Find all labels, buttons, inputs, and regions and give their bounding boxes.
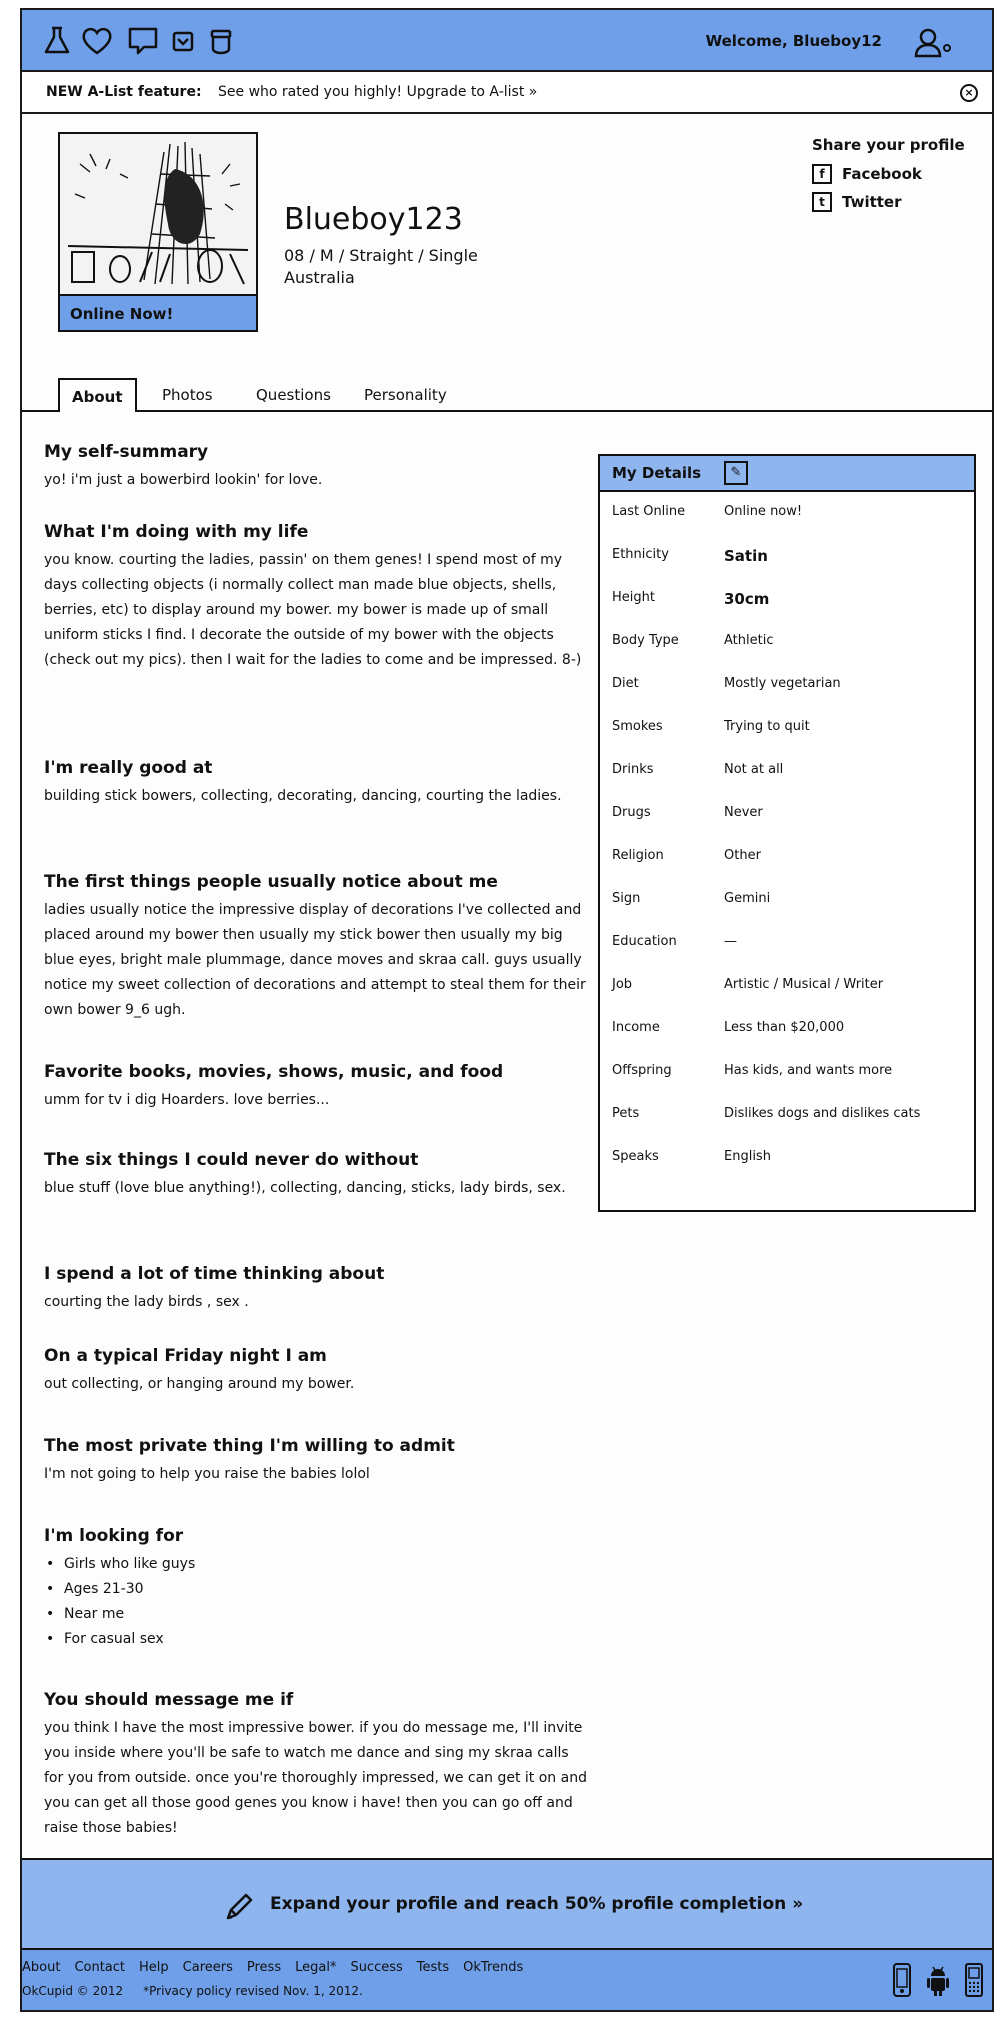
footer-link-careers[interactable]: Careers: [182, 1960, 233, 1975]
android-icon[interactable]: [926, 1962, 950, 1998]
my-details-panel: [598, 454, 976, 1212]
detail-value: Other: [724, 848, 761, 863]
essay-body: umm for tv i dig Hoarders. love berries...: [44, 1092, 330, 1108]
essay-title: My self-summary: [44, 442, 209, 462]
essay-thinking-about: [44, 1264, 589, 1315]
profile-username: Blueboy123: [284, 202, 463, 237]
essay-body: blue stuff (love blue anything!), collecting, dancing, sticks, lady birds, sex.: [44, 1180, 566, 1196]
profile-completion-link[interactable]: Expand your profile and reach 50% profile completion »: [270, 1894, 804, 1914]
detail-key: Height: [612, 590, 655, 605]
edit-pencil-icon[interactable]: ✎: [724, 461, 748, 485]
essay-title: You should message me if: [44, 1690, 294, 1710]
list-item: • For casual sex: [44, 1627, 589, 1652]
detail-key: Offspring: [612, 1063, 672, 1078]
twitter-label: Twitter: [842, 193, 902, 211]
detail-key: Income: [612, 1020, 660, 1035]
footer-link-success[interactable]: Success: [350, 1960, 403, 1975]
essay-title: The most private thing I'm willing to admit: [44, 1436, 455, 1456]
essay-six-things: [44, 1150, 589, 1201]
essay-title: The first things people usually notice about me: [44, 872, 498, 892]
footer-link-help[interactable]: Help: [139, 1960, 169, 1975]
detail-value: Dislikes dogs and dislikes cats: [724, 1106, 921, 1121]
footer-link-press[interactable]: Press: [246, 1960, 282, 1975]
top-nav-bar: [22, 10, 992, 72]
iphone-icon[interactable]: [890, 1962, 914, 1998]
detail-value: Trying to quit: [724, 719, 810, 734]
footer: [22, 1950, 992, 2010]
essay-doing-with-life: [44, 522, 589, 673]
detail-value: Mostly vegetarian: [724, 676, 841, 691]
detail-key: Religion: [612, 848, 664, 863]
share-title: Share your profile: [812, 136, 965, 154]
essay-title: I spend a lot of time thinking about: [44, 1264, 385, 1284]
privacy-notice[interactable]: *Privacy policy revised Nov. 1, 2012.: [143, 1984, 363, 1998]
detail-value: Athletic: [724, 633, 774, 648]
detail-key: Ethnicity: [612, 547, 669, 562]
essay-title: The six things I could never do without: [44, 1150, 419, 1170]
detail-key: Education: [612, 934, 677, 949]
profile-location: Australia: [284, 268, 355, 287]
detail-value: Gemini: [724, 891, 771, 906]
footer-link-oktrends[interactable]: OkTrends: [463, 1960, 524, 1975]
blackberry-icon[interactable]: [962, 1962, 986, 1998]
announcement-lead: NEW A-List feature:: [46, 84, 202, 100]
tab-about[interactable]: About: [58, 378, 137, 412]
stack-icon[interactable]: [204, 24, 238, 58]
inbox-icon[interactable]: [166, 24, 200, 58]
footer-link-tests[interactable]: Tests: [416, 1960, 450, 1975]
list-item: • Girls who like guys: [44, 1552, 589, 1577]
detail-value: Less than $20,000: [724, 1020, 845, 1035]
flask-icon[interactable]: [40, 24, 74, 58]
footer-legal: [22, 1984, 363, 1998]
profile-stats: 08 / M / Straight / Single: [284, 246, 478, 265]
detail-value: Never: [724, 805, 763, 820]
looking-for-list: [44, 1552, 589, 1652]
detail-value: Artistic / Musical / Writer: [724, 977, 884, 992]
detail-key: Last Online: [612, 504, 686, 519]
detail-value: Online now!: [724, 504, 803, 519]
essay-body: building stick bowers, collecting, decorating, dancing, courting the ladies.: [44, 788, 562, 804]
essay-title: What I'm doing with my life: [44, 522, 309, 542]
detail-value: 30cm: [724, 590, 770, 608]
list-item: • Ages 21-30: [44, 1577, 589, 1602]
user-account-icon[interactable]: [914, 26, 954, 60]
welcome-text: Welcome, Blueboy12: [705, 32, 882, 50]
tab-questions[interactable]: Questions: [256, 386, 331, 404]
detail-value: —: [724, 934, 737, 949]
heart-icon[interactable]: [80, 24, 114, 58]
footer-link-legal[interactable]: Legal*: [295, 1960, 337, 1975]
detail-value: Has kids, and wants more: [724, 1063, 893, 1078]
details-header: [600, 456, 974, 492]
announcement-bar: [22, 72, 992, 114]
footer-link-about[interactable]: About: [22, 1960, 61, 1975]
essay-title: I'm looking for: [44, 1526, 184, 1546]
essay-body: courting the lady birds , sex .: [44, 1294, 249, 1310]
detail-key: Smokes: [612, 719, 663, 734]
essay-body: yo! i'm just a bowerbird lookin' for love.: [44, 472, 323, 488]
essay-message-me-if: [44, 1690, 589, 1841]
essay-body: I'm not going to help you raise the babies lolol: [44, 1466, 370, 1482]
essay-title: I'm really good at: [44, 758, 213, 778]
detail-key: Drinks: [612, 762, 654, 777]
detail-value: Satin: [724, 547, 768, 565]
essay-looking-for: [44, 1526, 589, 1652]
essay-private-thing: [44, 1436, 589, 1487]
copyright-text: OkCupid © 2012: [22, 1984, 124, 1998]
share-facebook-link[interactable]: [812, 164, 965, 184]
share-twitter-link[interactable]: [812, 192, 965, 212]
detail-value: English: [724, 1149, 771, 1164]
facebook-icon: f: [812, 164, 832, 184]
essay-favorites: [44, 1062, 589, 1113]
detail-key: Speaks: [612, 1149, 659, 1164]
essay-good-at: [44, 758, 589, 809]
detail-key: Drugs: [612, 805, 651, 820]
essay-title: On a typical Friday night I am: [44, 1346, 327, 1366]
details-title: My Details: [612, 464, 702, 482]
essay-self-summary: [44, 442, 589, 493]
detail-key: Body Type: [612, 633, 679, 648]
footer-link-contact[interactable]: Contact: [74, 1960, 126, 1975]
detail-value: Not at all: [724, 762, 784, 777]
announcement-link[interactable]: See who rated you highly! Upgrade to A-list »: [218, 84, 538, 100]
list-item: • Near me: [44, 1602, 589, 1627]
essay-body: ladies usually notice the impressive display of decorations I've collected and placed around my bower then usually my stick bower then usually my big blue eyes, bright male plummage, dance moves and skraa call. guys usually notice my sweet collection of decorations and attempt to steal them for their own bower 9_6 ugh.: [44, 902, 586, 1018]
profile-photo[interactable]: [58, 132, 258, 332]
app-frame: [20, 8, 994, 2012]
chat-bubble-icon[interactable]: [126, 24, 160, 58]
tab-photos[interactable]: Photos: [162, 386, 213, 404]
close-icon[interactable]: ×: [960, 84, 978, 102]
share-profile-panel: [812, 136, 965, 220]
detail-key: Job: [612, 977, 633, 992]
essay-body: you think I have the most impressive bower. if you do message me, I'll invite you inside where you'll be safe to watch me dance and sing my skraa calls for you from outside. once you're thoroughly impressed, we can get it on and you can get all those good genes you know i have! then you can go off and raise those babies!: [44, 1720, 587, 1836]
essay-friday-night: [44, 1346, 589, 1397]
facebook-label: Facebook: [842, 165, 922, 183]
detail-key: Sign: [612, 891, 641, 906]
mobile-apps: [890, 1962, 986, 1998]
essay-body: out collecting, or hanging around my bower.: [44, 1376, 355, 1392]
essay-title: Favorite books, movies, shows, music, and food: [44, 1062, 504, 1082]
essay-body: you know. courting the ladies, passin' on them genes! I spend most of my days collecting objects (i normally collect man made blue objects, shells, berries, etc) to display around my bower. my bower is made up of small uniform sticks I find. I decorate the outside of my bower with the objects (check out my pics). then I wait for the ladies to come and be impressed. 8-): [44, 552, 582, 668]
pencil-icon: [222, 1890, 256, 1924]
bowerbird-sketch-image: [60, 134, 256, 294]
footer-links: [22, 1960, 523, 1975]
detail-key: Pets: [612, 1106, 640, 1121]
detail-key: Diet: [612, 676, 639, 691]
profile-completion-banner[interactable]: [22, 1858, 992, 1950]
twitter-icon: t: [812, 192, 832, 212]
essay-first-things: [44, 872, 589, 1023]
tab-personality[interactable]: Personality: [364, 386, 447, 404]
online-now-badge: Online Now!: [60, 294, 256, 330]
